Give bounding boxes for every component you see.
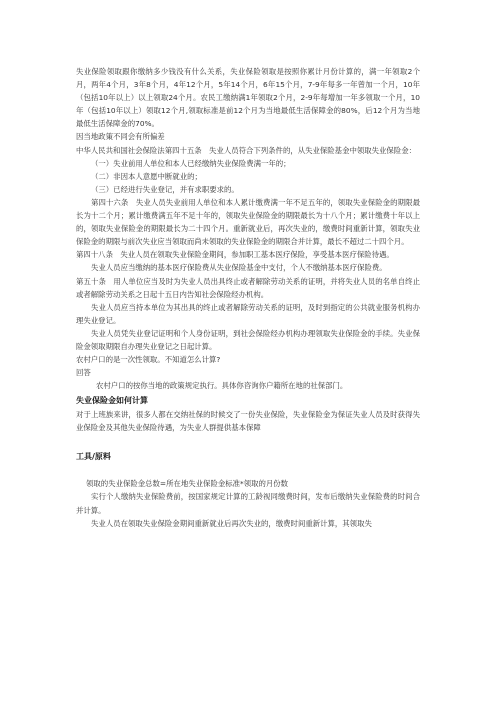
spacer [76,434,420,448]
paragraph: 农村户口的是一次性领取。不知道怎么计算? [76,355,221,365]
list-item: （一）失业前用人单位和本人已经缴纳失业保险费满一年的； [91,158,291,168]
list-item: （三）已经进行失业登记，并有求职要求的。 [91,184,239,194]
paragraph: 因当地政策不同会有所偏差 [76,132,165,142]
paragraph: 失业人员凭失业登记证明和个人身份证明，到社会保险经办机构办理领取失业保险金的手续。失业保险金领取期限自办理失业登记之日起计算。 [76,328,420,351]
answer-label: 回答 [76,368,91,378]
answer-text: 农村户口的按你当地的政策规定执行。具体你咨询你户籍所在地的社保部门。 [96,381,348,391]
paragraph: 第四十六条 失业人员失业前用人单位和本人累计缴费满一年不足五年的，领取失业保险金的期限最长为十二个月；累计缴费满五年不足十年的，领取失业保险金的期限最长为十八个月；累计缴费十年以上的，领取失业保险金的期限最长为二十四个月。重新就业后，再次失业的，缴费时间重新计算，领取失业保险金的期限与前次失业应当领取而尚未领取的失业保险金的期限合并计算，最长不超过二十四个月。 [76,197,420,247]
paragraph: 第四十八条 失业人员在领取失业保险金期间，参加职工基本医疗保险，享受基本医疗保险待遇。 [76,250,394,260]
paragraph: 第五十条 用人单位应当及时为失业人员出具终止或者解除劳动关系的证明，并将失业人员的名单自终止或者解除劳动关系之日起十五日内告知社会保险经办机构。 [76,276,420,299]
paragraph: 对于上班族来讲，很多人都在交纳社保的时候交了一份失业保险，失业保险金为保证失业人员及时获得失业保险金及其他失业保险待遇，为失业人群提供基本保障 [76,409,420,432]
paragraph: 失业人员应当缴纳的基本医疗保险费从失业保险基金中支付，个人不缴纳基本医疗保险费。 [91,263,387,273]
formula-text: 领取的失业保险金总数=所在地失业保险金标准*领取的月份数 [86,479,289,489]
paragraph: 失业保险领取跟你缴纳多少钱没有什么关系，失业保险领取是按照你累计月份计算的，满一年领取2个月，两年4个月，3年8个月，4年12个月，5年14个月，6年15个月，7-9年每多一年曾加一个月，10年（包括10年以上）以上领取24个月。农民工缴纳满1年领取2个月，2-9年每增加一年多领取一个月，10年（包括10年以上）领取12个月,领取标准是前12个月为当地最低生活保障金的80%，后12个月为当地最低生活保障金的70%。 [76,67,420,129]
paragraph: 实行个人缴纳失业保险费前，按国家规定计算的工龄视同缴费时间，发布后缴纳失业保险费的时间合并计算。 [76,492,420,515]
paragraph: 中华人民共和国社会保险法第四十五条 失业人员符合下列条件的，从失业保险基金中领取失业保险金： [76,145,416,155]
document-body [76,65,420,530]
spacer [76,463,420,477]
section-heading: 工具/原料 [76,451,111,461]
paragraph: 失业人员在领取失业保险金期间重新就业后再次失业的，缴费时间重新计算，其领取失 [91,518,372,528]
paragraph: 失业人员应当持本单位为其出具的终止或者解除劳动关系的证明，及时到指定的公共就业服务机构办理失业登记。 [76,302,420,325]
list-item: （二）非因本人意愿中断就业的； [91,171,202,181]
section-heading: 失业保险金如何计算 [76,396,148,406]
